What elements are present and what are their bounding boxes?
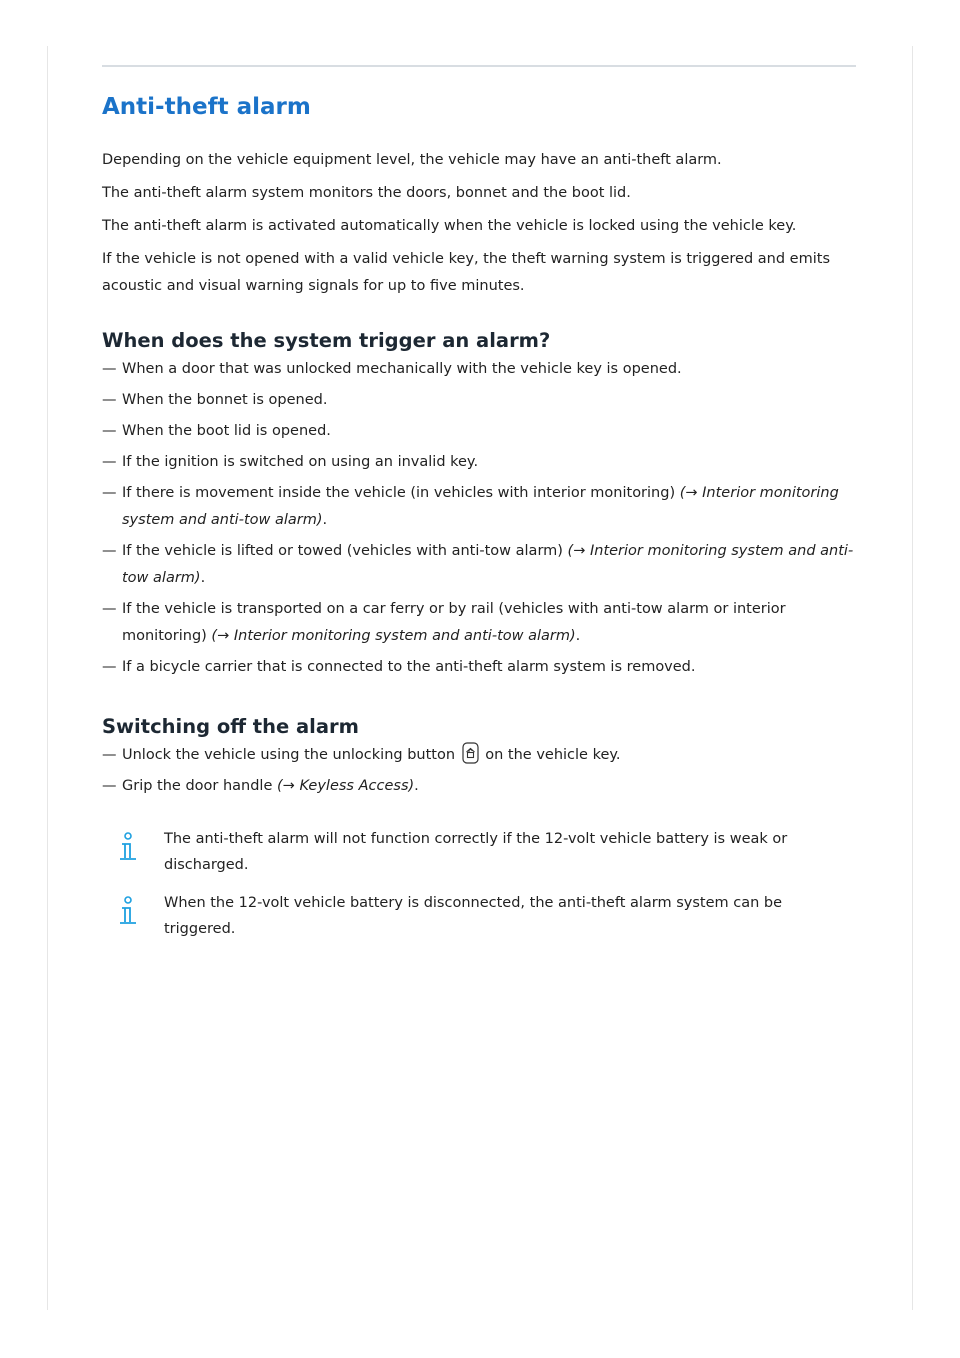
right-margin-line bbox=[912, 46, 913, 1310]
intro-paragraph: If the vehicle is not opened with a valid vehicle key, the theft warning system is triggered and emits acoustic and visual warning signals for up to five minutes. bbox=[102, 251, 830, 294]
list-item-text: . bbox=[414, 778, 419, 794]
trigger-list bbox=[102, 356, 862, 681]
info-note bbox=[102, 826, 862, 878]
list-item-text: When a door that was unlocked mechanically with the vehicle key is opened. bbox=[122, 361, 682, 377]
list-item-text: . bbox=[200, 570, 206, 586]
dash-marker: — bbox=[102, 601, 117, 617]
dash-marker: — bbox=[102, 543, 117, 559]
list-item bbox=[102, 538, 862, 592]
switching-heading: Switching off the alarm bbox=[102, 715, 359, 738]
dash-marker: — bbox=[102, 659, 117, 675]
page-title: Anti-theft alarm bbox=[102, 94, 311, 120]
cross-reference-link[interactable]: (→ Interior monitoring system and anti-tow alarm) bbox=[122, 485, 839, 528]
list-item bbox=[102, 356, 862, 383]
left-margin-line bbox=[47, 46, 48, 1310]
list-item-text: If there is movement inside the vehicle (in vehicles with interior monitoring) bbox=[122, 485, 680, 501]
dash-marker: — bbox=[102, 423, 117, 439]
list-item bbox=[102, 449, 862, 476]
page-content bbox=[102, 90, 862, 954]
intro-paragraph: Depending on the vehicle equipment level, the vehicle may have an anti-theft alarm. bbox=[102, 152, 722, 168]
dash-marker: — bbox=[102, 747, 117, 763]
arrow-right-icon: → bbox=[282, 778, 295, 794]
top-divider bbox=[102, 65, 856, 67]
dash-marker: — bbox=[102, 454, 117, 470]
arrow-right-icon: → bbox=[217, 628, 230, 644]
intro-paragraph: The anti-theft alarm system monitors the doors, bonnet and the boot lid. bbox=[102, 185, 631, 201]
list-item-text: When the boot lid is opened. bbox=[122, 423, 331, 439]
list-item bbox=[102, 773, 862, 800]
list-item-text: Grip the door handle bbox=[122, 778, 277, 794]
list-item bbox=[102, 418, 862, 445]
list-item-text: . bbox=[575, 628, 581, 644]
switching-list bbox=[102, 742, 862, 800]
cross-reference-link[interactable]: (→ Interior monitoring system and anti-tow alarm) bbox=[211, 628, 576, 644]
arrow-right-icon: → bbox=[573, 543, 586, 559]
trigger-heading: When does the system trigger an alarm? bbox=[102, 329, 551, 352]
list-item-text: If a bicycle carrier that is connected to the anti-theft alarm system is removed. bbox=[122, 659, 696, 675]
arrow-right-icon: → bbox=[685, 485, 698, 501]
list-item-text: Unlock the vehicle using the unlocking button bbox=[122, 747, 460, 763]
list-item bbox=[102, 387, 862, 414]
unlock-key-button-icon bbox=[462, 742, 479, 764]
list-item bbox=[102, 742, 862, 769]
note-text: The anti-theft alarm will not function correctly if the 12-volt vehicle battery is weak or discharged. bbox=[164, 831, 788, 873]
intro-section bbox=[102, 147, 862, 300]
info-note bbox=[102, 890, 862, 942]
cross-reference-link[interactable]: (→ Interior monitoring system and anti-tow alarm) bbox=[122, 543, 854, 586]
note-text: When the 12-volt vehicle battery is disconnected, the anti-theft alarm system can be triggered. bbox=[164, 895, 783, 937]
info-icon bbox=[114, 832, 142, 864]
list-item-text: If the ignition is switched on using an invalid key. bbox=[122, 454, 479, 470]
info-icon bbox=[114, 896, 142, 928]
notes-section bbox=[102, 826, 862, 942]
list-item bbox=[102, 596, 862, 650]
list-item-text: If the vehicle is transported on a car ferry or by rail (vehicles with anti-tow alarm or interior monitoring) bbox=[122, 601, 786, 644]
cross-reference-link[interactable]: (→ Keyless Access) bbox=[277, 778, 415, 794]
list-item-text: on the vehicle key. bbox=[480, 747, 621, 763]
dash-marker: — bbox=[102, 361, 117, 377]
dash-marker: — bbox=[102, 392, 117, 408]
dash-marker: — bbox=[102, 778, 117, 794]
dash-marker: — bbox=[102, 485, 117, 501]
list-item-text: When the bonnet is opened. bbox=[122, 392, 328, 408]
list-item-text: If the vehicle is lifted or towed (vehicles with anti-tow alarm) bbox=[122, 543, 568, 559]
list-item bbox=[102, 480, 862, 534]
list-item bbox=[102, 654, 862, 681]
intro-paragraph: The anti-theft alarm is activated automatically when the vehicle is locked using the vehicle key. bbox=[102, 218, 797, 234]
list-item-text: . bbox=[322, 512, 328, 528]
